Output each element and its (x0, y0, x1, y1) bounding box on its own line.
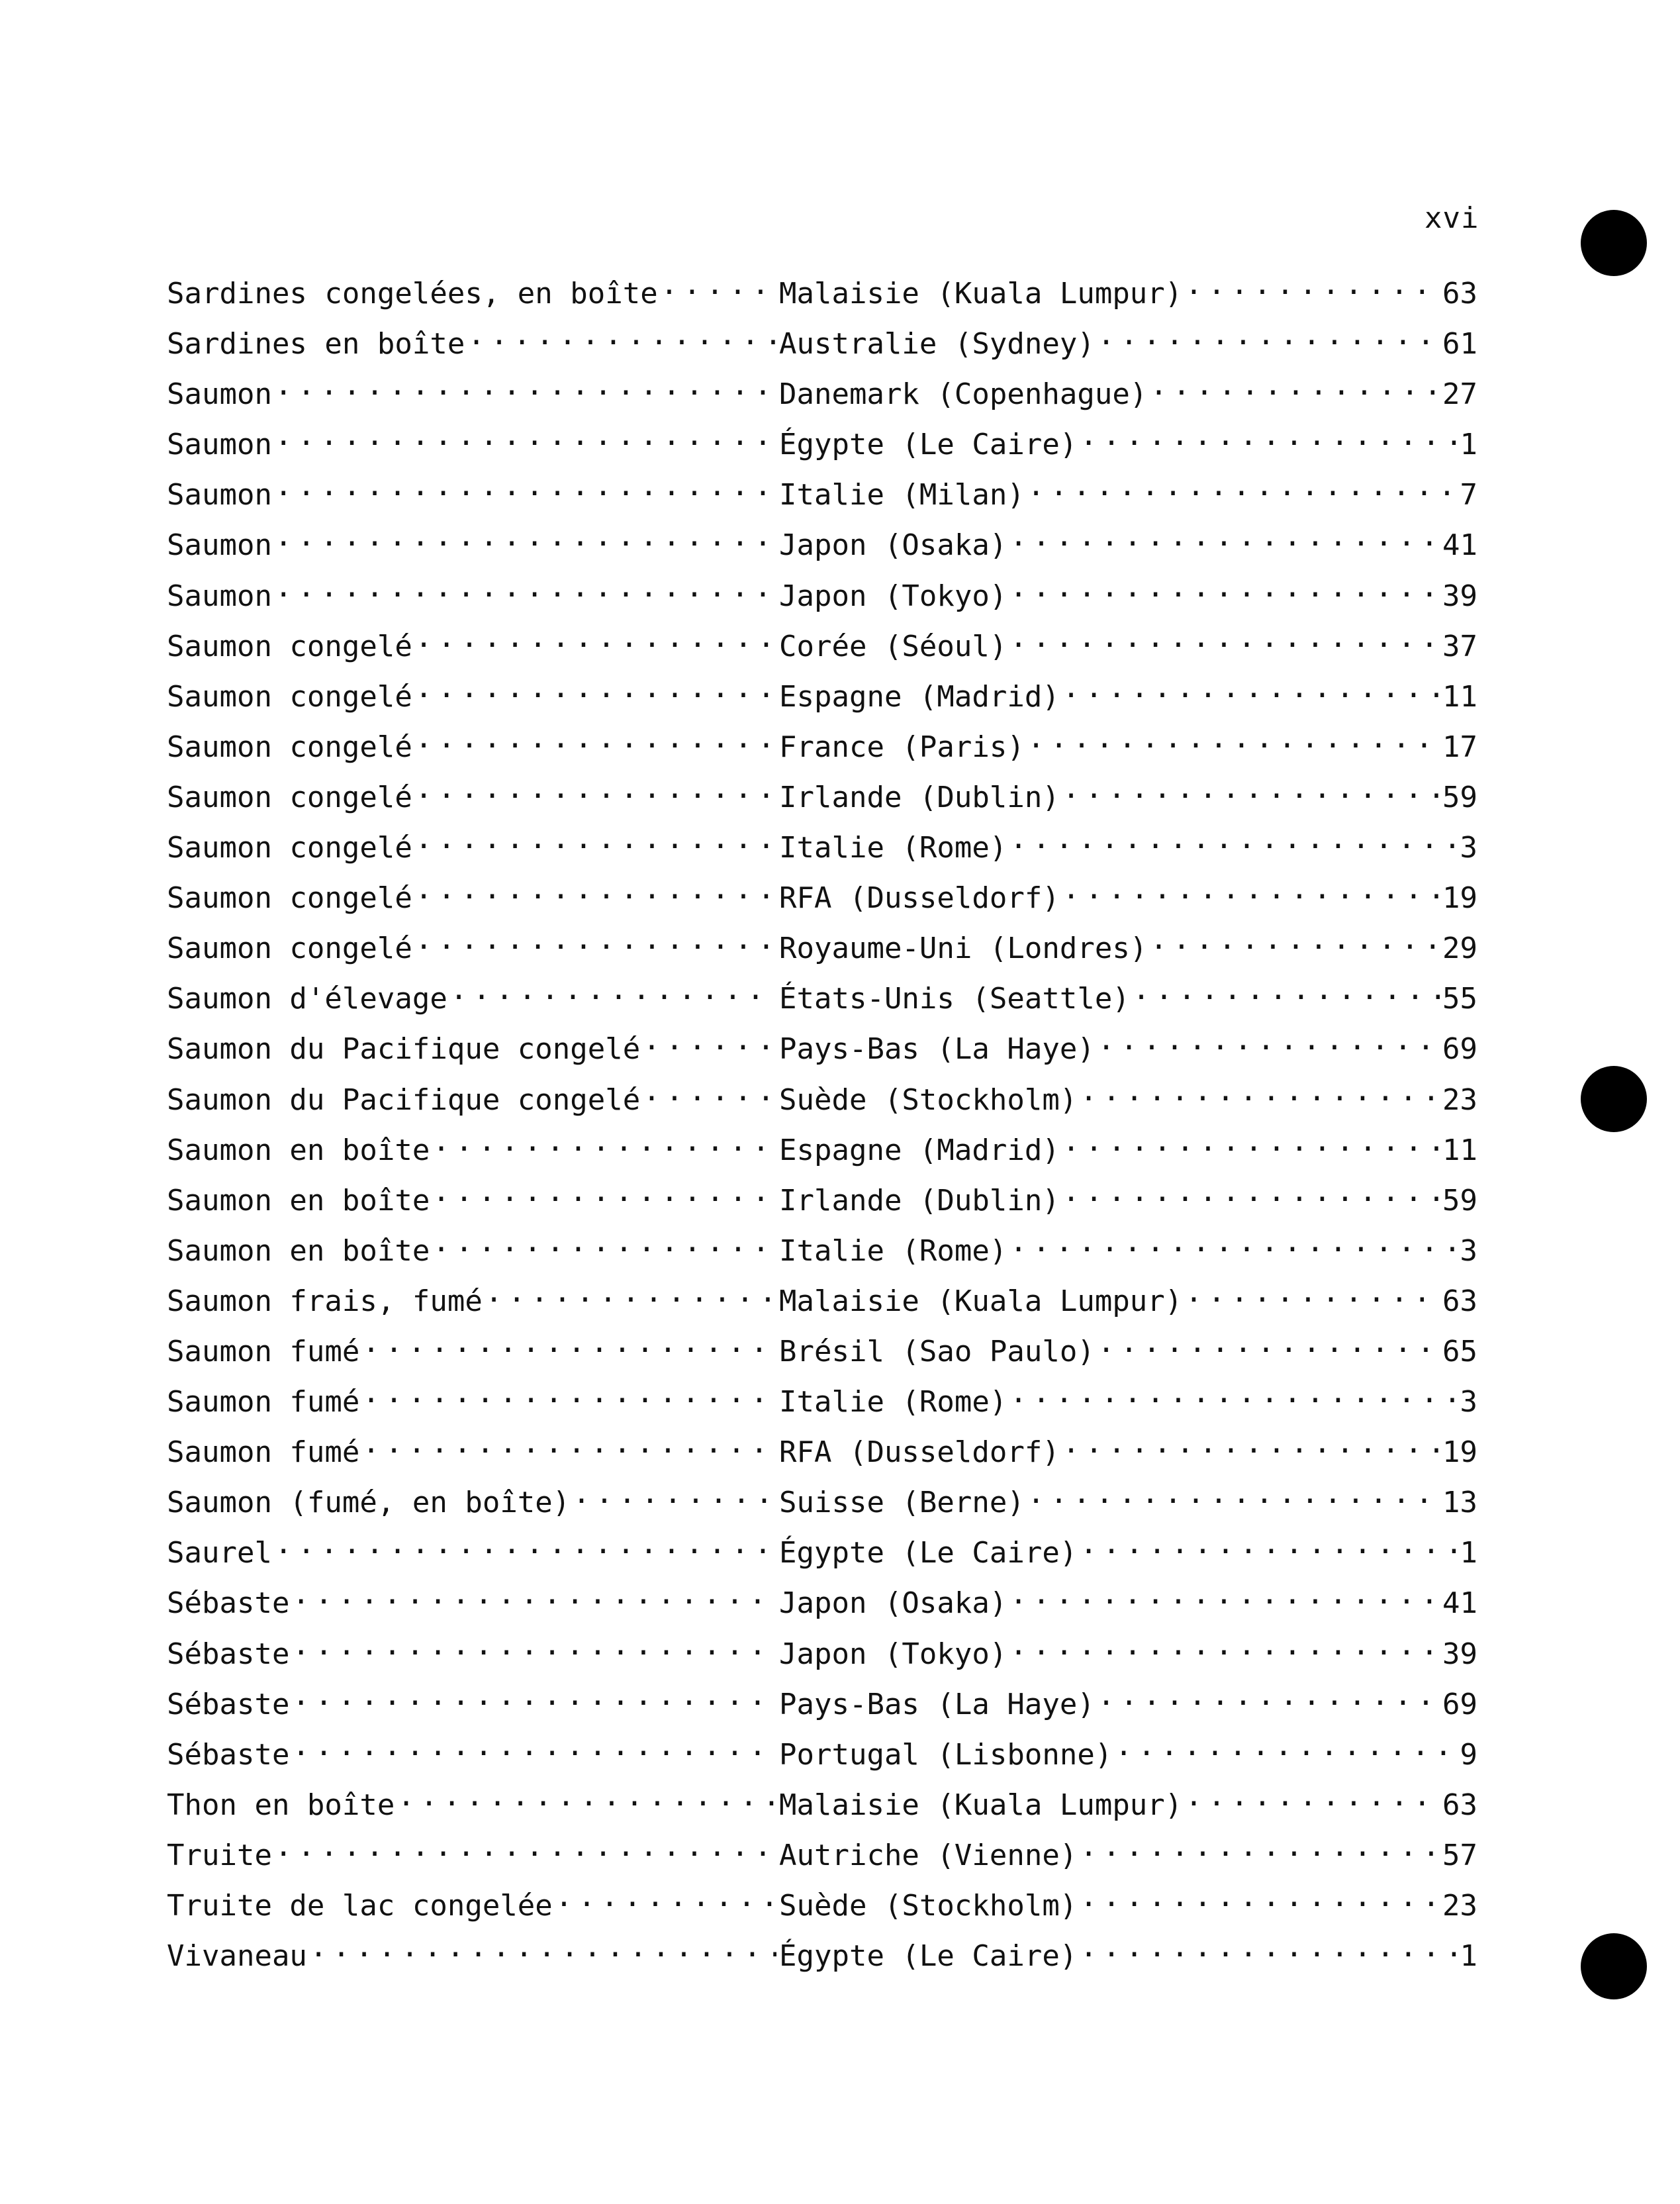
dot-leader (1062, 770, 1440, 807)
dot-leader (415, 669, 776, 706)
page-reference: 23 (1442, 1082, 1477, 1117)
country-column (779, 1627, 1477, 1673)
country-city: Suisse (Berne) (779, 1486, 1025, 1520)
country-city: États-Unis (Seattle) (779, 982, 1130, 1016)
country-column (779, 1173, 1477, 1220)
product-name: Sébaste (167, 1586, 290, 1621)
index-row (167, 417, 1477, 467)
page-reference: 63 (1442, 277, 1477, 311)
product-column (167, 1123, 779, 1169)
product-name: Saumon en boîte (167, 1233, 430, 1268)
country-column (779, 1878, 1477, 1925)
page-reference: 7 (1460, 478, 1477, 512)
product-name: Thon en boîte (167, 1788, 395, 1822)
page-reference: 59 (1442, 780, 1477, 814)
page-reference: 41 (1442, 1586, 1477, 1621)
page-reference: 1 (1460, 1939, 1477, 1974)
index-row (167, 1677, 1477, 1727)
page-reference: 3 (1460, 1233, 1477, 1268)
page-reference: 69 (1442, 1032, 1477, 1067)
index-row (167, 1173, 1477, 1223)
country-city: Malaisie (Kuala Lumpur) (779, 1284, 1183, 1318)
country-city: France (Paris) (779, 730, 1025, 764)
country-city: Brésil (Sao Paulo) (779, 1334, 1095, 1368)
index-row (167, 921, 1477, 971)
product-column (167, 619, 779, 665)
country-city: Italie (Rome) (779, 1385, 1007, 1419)
dot-leader (432, 1173, 776, 1210)
country-column (779, 1727, 1477, 1774)
product-name: Saumon d'élevage (167, 982, 447, 1016)
country-column (779, 316, 1477, 363)
country-city: Italie (Rome) (779, 831, 1007, 865)
punch-hole (1581, 1066, 1647, 1132)
dot-leader (415, 871, 776, 908)
country-city: Égypte (Le Caire) (779, 1939, 1078, 1974)
country-column (779, 820, 1477, 867)
index-row (167, 720, 1477, 770)
product-name: Sébaste (167, 1737, 290, 1772)
page-reference: 19 (1442, 881, 1477, 916)
product-name: Saumon congelé (167, 881, 412, 916)
page-reference: 69 (1442, 1687, 1477, 1721)
dot-leader (275, 1525, 776, 1562)
index-row (167, 1425, 1477, 1475)
country-city: Pays-Bas (La Haye) (779, 1032, 1095, 1067)
country-column (779, 266, 1477, 312)
index-row (167, 1274, 1477, 1324)
product-name: Saurel (167, 1536, 272, 1570)
product-column (167, 1022, 779, 1068)
product-column (167, 1828, 779, 1874)
index-row (167, 569, 1477, 619)
product-name: Sébaste (167, 1687, 290, 1721)
product-column (167, 921, 779, 967)
index-row (167, 1073, 1477, 1123)
product-column (167, 720, 779, 766)
product-name: Saumon du Pacifique congelé (167, 1032, 641, 1067)
country-column (779, 1425, 1477, 1471)
dot-leader (1080, 1073, 1440, 1110)
dot-leader (1097, 316, 1440, 354)
product-name: Saumon (167, 428, 272, 462)
product-column (167, 1929, 779, 1975)
country-column (779, 921, 1477, 967)
product-name: Truite (167, 1838, 272, 1872)
country-city: Royaume-Uni (Londres) (779, 932, 1148, 966)
page-reference: 41 (1442, 528, 1477, 563)
page-reference: 11 (1442, 679, 1477, 714)
dot-leader (1185, 1274, 1440, 1311)
country-column (779, 619, 1477, 665)
country-city: Suède (Stockholm) (779, 1889, 1078, 1923)
dot-leader (573, 1475, 776, 1512)
index-row (167, 1475, 1477, 1525)
punch-hole (1581, 1933, 1647, 1999)
country-column (779, 1022, 1477, 1068)
dot-leader (1185, 266, 1440, 303)
country-column (779, 367, 1477, 413)
dot-leader (1080, 1828, 1440, 1865)
country-column (779, 467, 1477, 514)
country-city: Italie (Rome) (779, 1233, 1007, 1268)
product-column (167, 417, 779, 463)
dot-leader (1133, 971, 1440, 1008)
product-name: Sardines en boîte (167, 327, 465, 361)
dot-leader (1027, 1475, 1440, 1512)
product-column (167, 569, 779, 615)
country-column (779, 1677, 1477, 1723)
product-name: Saumon du Pacifique congelé (167, 1082, 641, 1117)
product-name: Saumon fumé (167, 1385, 360, 1419)
dot-leader (1080, 1525, 1457, 1562)
page-reference: 29 (1442, 932, 1477, 966)
product-column (167, 820, 779, 867)
country-column (779, 1223, 1477, 1270)
product-column (167, 1878, 779, 1925)
index-list (167, 266, 1477, 1979)
country-city: Égypte (Le Caire) (779, 1536, 1078, 1570)
product-name: Saumon (fumé, en boîte) (167, 1486, 571, 1520)
page-reference: 9 (1460, 1737, 1477, 1772)
page-reference: 23 (1442, 1889, 1477, 1923)
product-name: Saumon congelé (167, 629, 412, 663)
dot-leader (1062, 1425, 1440, 1462)
dot-leader (1185, 1778, 1440, 1815)
index-row (167, 1123, 1477, 1173)
country-city: Portugal (Lisbonne) (779, 1737, 1113, 1772)
product-column (167, 1173, 779, 1220)
page-reference: 1 (1460, 1536, 1477, 1570)
dot-leader (362, 1324, 776, 1361)
index-row (167, 820, 1477, 871)
dot-leader (362, 1374, 776, 1412)
dot-leader (450, 971, 776, 1008)
dot-leader (1009, 569, 1440, 606)
index-row (167, 971, 1477, 1022)
dot-leader (467, 316, 776, 354)
dot-leader (485, 1274, 776, 1311)
country-column (779, 569, 1477, 615)
product-column (167, 467, 779, 514)
page-reference: 1 (1460, 428, 1477, 462)
dot-leader (432, 1223, 776, 1261)
country-city: Égypte (Le Caire) (779, 428, 1078, 462)
dot-leader (292, 1576, 776, 1613)
product-column (167, 1778, 779, 1824)
index-row (167, 1727, 1477, 1778)
product-column (167, 669, 779, 716)
country-column (779, 720, 1477, 766)
country-city: Irlande (Dublin) (779, 780, 1060, 814)
product-name: Saumon fumé (167, 1435, 360, 1470)
index-row (167, 467, 1477, 518)
index-row (167, 1929, 1477, 1979)
index-row (167, 316, 1477, 367)
dot-leader (1009, 619, 1440, 656)
product-name: Truite de lac congelée (167, 1889, 553, 1923)
dot-leader (415, 770, 776, 807)
country-column (779, 1929, 1477, 1975)
country-city: Japon (Osaka) (779, 1586, 1007, 1621)
country-city: Malaisie (Kuala Lumpur) (779, 1788, 1183, 1822)
dot-leader (362, 1425, 776, 1462)
dot-leader (415, 720, 776, 757)
dot-leader (275, 417, 776, 454)
product-name: Saumon fumé (167, 1334, 360, 1368)
dot-leader (310, 1929, 776, 1966)
country-city: RFA (Dusseldorf) (779, 1435, 1060, 1470)
country-column (779, 1374, 1477, 1421)
country-city: Japon (Osaka) (779, 528, 1007, 563)
product-name: Saumon (167, 478, 272, 512)
product-column (167, 1525, 779, 1572)
index-row (167, 266, 1477, 316)
index-row (167, 770, 1477, 820)
dot-leader (292, 1727, 776, 1764)
country-column (779, 770, 1477, 816)
dot-leader (1009, 518, 1440, 555)
index-row (167, 1778, 1477, 1828)
product-name: Saumon en boîte (167, 1133, 430, 1167)
country-column (779, 1123, 1477, 1169)
dot-leader (1150, 921, 1440, 958)
page-number: xvi (1424, 201, 1479, 235)
page-reference: 65 (1442, 1334, 1477, 1368)
dot-leader (1080, 1878, 1440, 1915)
country-column (779, 1324, 1477, 1370)
dot-leader (275, 467, 776, 504)
product-name: Saumon (167, 377, 272, 412)
index-row (167, 518, 1477, 568)
country-city: Suède (Stockholm) (779, 1082, 1078, 1117)
page-reference: 13 (1442, 1486, 1477, 1520)
page-reference: 59 (1442, 1183, 1477, 1218)
product-name: Sardines congelées, en boîte (167, 277, 658, 311)
dot-leader (432, 1123, 776, 1160)
product-name: Saumon (167, 528, 272, 563)
country-column (779, 871, 1477, 917)
country-column (779, 1475, 1477, 1521)
index-row (167, 1374, 1477, 1425)
country-city: Irlande (Dublin) (779, 1183, 1060, 1218)
product-column (167, 1425, 779, 1471)
country-column (779, 417, 1477, 463)
page-reference: 11 (1442, 1133, 1477, 1167)
dot-leader (415, 820, 776, 857)
dot-leader (1062, 871, 1440, 908)
product-column (167, 1677, 779, 1723)
country-column (779, 518, 1477, 564)
dot-leader (1027, 467, 1458, 504)
dot-leader (1097, 1677, 1440, 1714)
product-column (167, 1223, 779, 1270)
page-reference: 3 (1460, 831, 1477, 865)
product-column (167, 871, 779, 917)
dot-leader (275, 518, 776, 555)
page-reference: 17 (1442, 730, 1477, 764)
punch-hole (1581, 210, 1647, 276)
dot-leader (1097, 1324, 1440, 1361)
index-row (167, 669, 1477, 720)
dot-leader (1027, 720, 1440, 757)
product-column (167, 1073, 779, 1119)
country-city: Danemark (Copenhague) (779, 377, 1148, 412)
product-column (167, 518, 779, 564)
product-column (167, 1324, 779, 1370)
page-reference: 55 (1442, 982, 1477, 1016)
country-city: RFA (Dusseldorf) (779, 881, 1060, 916)
product-name: Saumon frais, fumé (167, 1284, 483, 1318)
dot-leader (1009, 1374, 1457, 1412)
product-name: Saumon congelé (167, 730, 412, 764)
dot-leader (415, 921, 776, 958)
dot-leader (1150, 367, 1440, 404)
page-reference: 19 (1442, 1435, 1477, 1470)
product-column (167, 1274, 779, 1320)
country-column (779, 1828, 1477, 1874)
product-column (167, 971, 779, 1018)
dot-leader (275, 569, 776, 606)
index-row (167, 619, 1477, 669)
dot-leader (1009, 1576, 1440, 1613)
dot-leader (275, 367, 776, 404)
dot-leader (292, 1677, 776, 1714)
product-name: Saumon (167, 579, 272, 613)
dot-leader (1080, 1929, 1457, 1966)
page-reference: 39 (1442, 1637, 1477, 1671)
index-row (167, 1223, 1477, 1274)
product-column (167, 1475, 779, 1521)
dot-leader (1062, 1173, 1440, 1210)
country-city: Malaisie (Kuala Lumpur) (779, 277, 1183, 311)
dot-leader (1009, 1627, 1440, 1664)
index-row (167, 367, 1477, 417)
country-column (779, 971, 1477, 1018)
dot-leader (1062, 1123, 1440, 1160)
product-column (167, 266, 779, 312)
index-row (167, 1576, 1477, 1626)
dot-leader (1009, 820, 1457, 857)
page-reference: 27 (1442, 377, 1477, 412)
dot-leader (1115, 1727, 1457, 1764)
country-column (779, 1073, 1477, 1119)
page-reference: 61 (1442, 327, 1477, 361)
product-name: Saumon congelé (167, 780, 412, 814)
dot-leader (643, 1022, 776, 1059)
page-reference: 57 (1442, 1838, 1477, 1872)
product-column (167, 1727, 779, 1774)
dot-leader (275, 1828, 776, 1865)
product-name: Saumon en boîte (167, 1183, 430, 1218)
index-row (167, 1627, 1477, 1677)
dot-leader (1062, 669, 1440, 706)
dot-leader (397, 1778, 776, 1815)
product-column (167, 316, 779, 363)
product-name: Saumon congelé (167, 831, 412, 865)
page-reference: 39 (1442, 579, 1477, 613)
product-name: Saumon congelé (167, 932, 412, 966)
product-name: Vivaneau (167, 1939, 307, 1974)
dot-leader (1097, 1022, 1440, 1059)
product-column (167, 1374, 779, 1421)
dot-leader (415, 619, 776, 656)
dot-leader (1080, 417, 1457, 454)
country-city: Autriche (Vienne) (779, 1838, 1078, 1872)
country-column (779, 1576, 1477, 1622)
country-city: Japon (Tokyo) (779, 579, 1007, 613)
country-column (779, 1525, 1477, 1572)
country-city: Espagne (Madrid) (779, 1133, 1060, 1167)
dot-leader (555, 1878, 776, 1915)
page-reference: 63 (1442, 1284, 1477, 1318)
index-row (167, 871, 1477, 921)
country-city: Japon (Tokyo) (779, 1637, 1007, 1671)
country-city: Italie (Milan) (779, 478, 1025, 512)
index-row (167, 1828, 1477, 1878)
index-row (167, 1022, 1477, 1072)
country-city: Corée (Séoul) (779, 629, 1007, 663)
product-column (167, 367, 779, 413)
product-column (167, 1627, 779, 1673)
index-row (167, 1324, 1477, 1374)
country-city: Australie (Sydney) (779, 327, 1095, 361)
dot-leader (292, 1627, 776, 1664)
index-row (167, 1878, 1477, 1929)
product-column (167, 1576, 779, 1622)
page-reference: 37 (1442, 629, 1477, 663)
product-column (167, 770, 779, 816)
index-row (167, 1525, 1477, 1576)
page-reference: 3 (1460, 1385, 1477, 1419)
country-column (779, 1274, 1477, 1320)
product-name: Saumon congelé (167, 679, 412, 714)
country-city: Espagne (Madrid) (779, 679, 1060, 714)
country-column (779, 669, 1477, 716)
product-name: Sébaste (167, 1637, 290, 1671)
country-column (779, 1778, 1477, 1824)
page-reference: 63 (1442, 1788, 1477, 1822)
dot-leader (1009, 1223, 1457, 1261)
dot-leader (643, 1073, 776, 1110)
dot-leader (661, 266, 776, 303)
country-city: Pays-Bas (La Haye) (779, 1687, 1095, 1721)
